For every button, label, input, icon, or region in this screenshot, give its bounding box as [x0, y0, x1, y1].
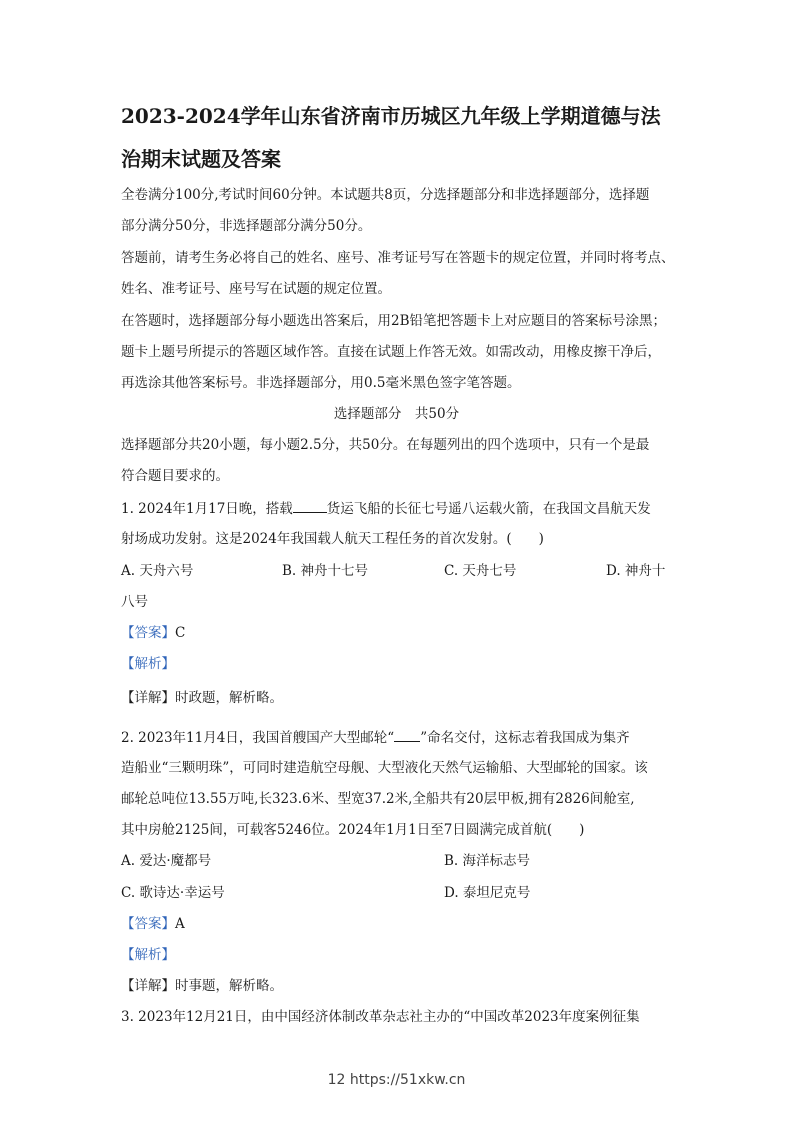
analysis-tag: 【解析】	[121, 947, 175, 963]
question-2-line: 邮轮总吨位13.55万吨,长323.6米、型宽37.2米,全船共有20层甲板,拥有2826间舱室,	[121, 791, 635, 807]
question-2-line: 造船业“三颗明珠”，可同时建造航空母舰、大型液化天然气运输船、大型邮轮的国家。该	[121, 760, 648, 776]
instruction-line: 答题前，请考生务必将自己的姓名、座号、准考证号写在答题卡的规定位置，并同时将考点、	[121, 250, 675, 266]
instruction-line: 姓名、准考证号、座号写在试题的规定位置。	[121, 281, 391, 297]
question-1-stem: 1. 2024年1月17日晚，搭载	[121, 501, 293, 517]
question-2-stem-cont: ”命名交付，这标志着我国成为集齐	[420, 730, 630, 746]
option-a: A. 天舟六号	[121, 563, 194, 579]
answer-line	[121, 624, 185, 642]
page-footer: 12 https://51xkw.cn	[327, 1072, 466, 1088]
option-b: B. 海洋标志号	[444, 853, 531, 869]
answer-line	[121, 915, 185, 933]
answer-tag: 【答案】	[121, 625, 175, 641]
question-3-line: 3. 2023年12月21日，由中国经济体制改革杂志社主办的“中国改革2023年度案例征集	[121, 1009, 640, 1025]
instruction-line: 题卡上题号所提示的答题区域作答。直接在试题上作答无效。如需改动，用橡皮擦干净后，	[121, 344, 661, 360]
question-2-line: 其中房舱2125间，可载客5246位。2024年1月1日至7日圆满完成首航( )	[121, 822, 585, 838]
option-c: C. 歌诗达·幸运号	[121, 885, 225, 901]
option-c: C. 天舟七号	[444, 563, 517, 579]
option-d-wrap: 八号	[121, 594, 148, 610]
instruction-line: 部分满分50分，非选择题部分满分50分。	[121, 218, 372, 234]
answer-value: A	[175, 916, 185, 932]
question-2-line	[121, 728, 630, 747]
question-1-line	[121, 499, 651, 518]
section-description: 选择题部分共20小题，每小题2.5分，共50分。在每题列出的四个选项中，只有一个是最	[121, 437, 650, 453]
analysis-line	[121, 946, 175, 964]
question-1-line: 射场成功发射。这是2024年我国载人航天工程任务的首次发射。( )	[121, 531, 544, 547]
detail-text: 时事题，解析略。	[175, 978, 283, 994]
answer-tag: 【答案】	[121, 916, 175, 932]
answer-value: C	[175, 625, 186, 641]
document-title-line1: 2023-2024学年山东省济南市历城区九年级上学期道德与法	[121, 104, 661, 128]
option-d: D. 泰坦尼克号	[444, 885, 531, 901]
option-a: A. 爱达·魔都号	[121, 853, 212, 869]
instruction-line: 再选涂其他答案标号。非选择题部分，用0.5毫米黑色签字笔答题。	[121, 375, 521, 391]
analysis-line	[121, 655, 175, 673]
document-title-line2: 治期末试题及答案	[121, 147, 281, 171]
fill-blank	[293, 499, 327, 513]
analysis-tag: 【解析】	[121, 656, 175, 672]
option-b: B. 神舟十七号	[282, 563, 369, 579]
detail-line	[121, 689, 283, 707]
detail-line	[121, 977, 283, 995]
detail-tag: 【详解】	[121, 690, 175, 706]
fill-blank	[394, 728, 420, 742]
detail-tag: 【详解】	[121, 978, 175, 994]
detail-text: 时政题，解析略。	[175, 690, 283, 706]
option-d: D. 神舟十	[606, 563, 666, 579]
instruction-line: 全卷满分100分,考试时间60分钟。本试题共8页，分选择题部分和非选择题部分，选择题	[121, 187, 650, 203]
question-1-stem-cont: 货运飞船的长征七号遥八运载火箭，在我国文昌航天发	[326, 501, 651, 517]
question-2-stem: 2. 2023年11月4日，我国首艘国产大型邮轮“	[121, 730, 395, 746]
section-description: 符合题目要求的。	[121, 468, 229, 484]
instruction-line: 在答题时，选择题部分每小题选出答案后，用2B铅笔把答题卡上对应题目的答案标号涂黑；	[121, 313, 667, 329]
section-heading: 选择题部分 共50分	[333, 406, 460, 422]
